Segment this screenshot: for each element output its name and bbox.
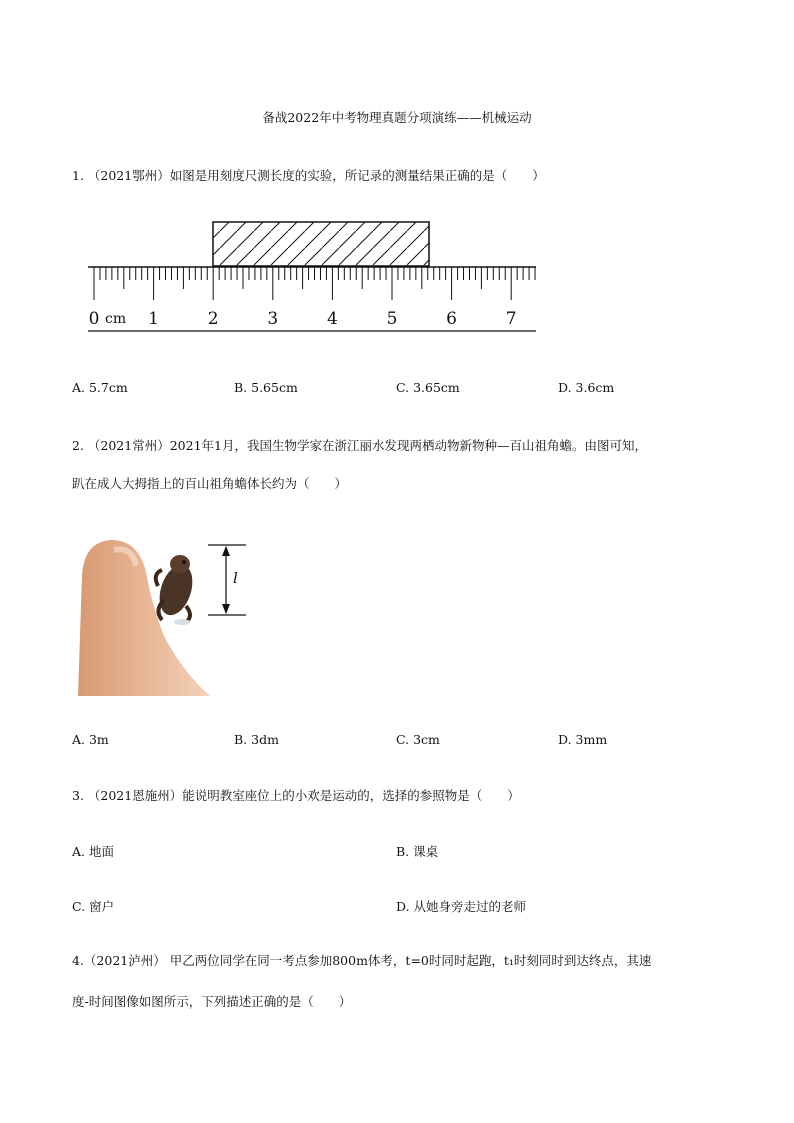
measured-object [213, 222, 429, 266]
ruler-tick-label: 6 [446, 309, 458, 329]
question-4-stem-line2: 度-时间图像如图所示，下列描述正确的是（ ） [72, 994, 352, 1009]
ruler-unit-label: cm [105, 311, 127, 327]
q2-option-d[interactable]: D. 3mm [558, 732, 608, 747]
q3-option-d[interactable]: D. 从她身旁走过的老师 [396, 899, 527, 914]
question-4-stem-line1: 4.（2021泸州） 甲乙两位同学在同一考点参加800m体考，t=0时同时起跑，t₁时刻同时到达终点，其速 [72, 953, 652, 968]
thumb-frog-figure [74, 536, 274, 701]
q1-option-c[interactable]: C. 3.65cm [396, 380, 460, 395]
question-3-stem: 3. （2021恩施州）能说明教室座位上的小欢是运动的，选择的参照物是（ ） [72, 788, 520, 803]
question-2-stem-line2: 趴在成人大拇指上的百山祖角蟾体长约为（ ） [72, 476, 348, 491]
ruler-tick-label: 7 [505, 309, 517, 329]
q3-option-b[interactable]: B. 课桌 [396, 844, 439, 859]
ruler-figure [84, 214, 544, 334]
frog-image [154, 555, 199, 625]
q1-option-b[interactable]: B. 5.65cm [234, 380, 298, 395]
ruler-tick-label: 1 [148, 309, 160, 329]
question-2-stem-line1: 2. （2021常州）2021年1月，我国生物学家在浙江丽水发现两栖动物新物种—百山祖角蟾。由图可知， [72, 438, 647, 453]
length-label: l [233, 569, 238, 587]
q1-option-d[interactable]: D. 3.6cm [558, 380, 615, 395]
question-1-stem: 1. （2021鄂州）如图是用刻度尺测长度的实验，所记录的测量结果正确的是（ ） [72, 168, 545, 183]
ruler-tick-label: 5 [386, 309, 398, 329]
ruler-tick-labels [89, 309, 517, 329]
q3-option-a[interactable]: A. 地面 [72, 844, 114, 859]
ruler-tick-label: 3 [267, 309, 279, 329]
ruler-tick-label: 0 [88, 309, 100, 329]
page-title: 备战2022年中考物理真题分项演练——机械运动 [262, 110, 532, 125]
q1-option-a[interactable]: A. 5.7cm [72, 380, 128, 395]
q2-option-c[interactable]: C. 3cm [396, 732, 440, 747]
q2-option-b[interactable]: B. 3dm [234, 732, 279, 747]
q2-option-a[interactable]: A. 3m [72, 732, 109, 747]
q3-option-c[interactable]: C. 窗户 [72, 899, 115, 914]
ruler-ticks [94, 267, 535, 300]
ruler-tick-label: 2 [207, 309, 219, 329]
ruler-tick-label: 4 [326, 309, 338, 329]
